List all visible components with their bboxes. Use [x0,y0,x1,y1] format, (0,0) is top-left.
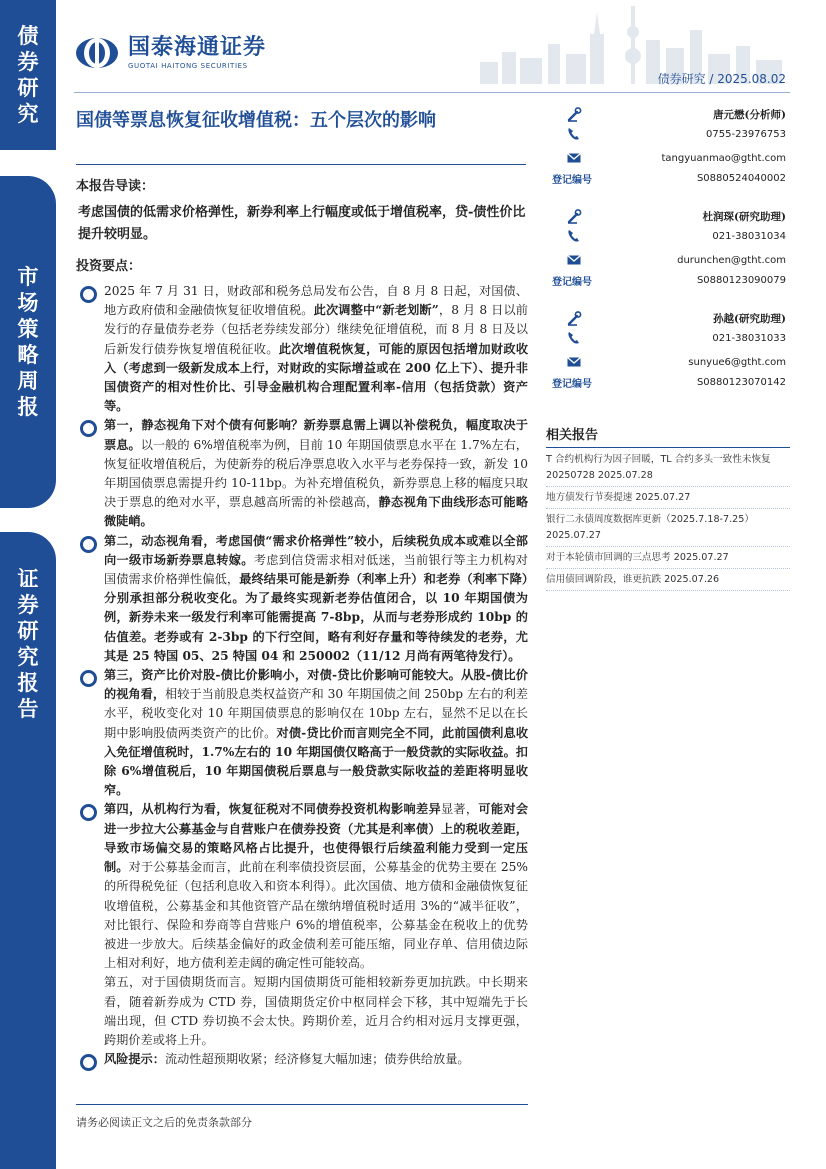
sidebar-char: 研 [17,76,39,100]
main-content [76,178,528,1069]
contact-card [546,102,790,204]
points-heading: 投资要点： [76,259,142,274]
meta-separator: / [709,72,714,86]
investment-point [76,416,528,531]
point-text-bold: 第四，从机构行为看，恢复征税对不同债券投资机构影响差异 [104,802,441,817]
sidebar-char: 证 [17,567,39,591]
point-text-bold: 第三，资产比价对股-债比价影响小，对债-贷比价影响可能较大。从股-债比价的视角看， [104,668,528,702]
left-sidebar [0,0,56,1169]
email-icon [566,252,582,268]
point-text-bold: 可能对会进一步拉大公募基金与自营账户在债券投资（尤其是利率债）上的税收差距，导致市场偏交易的策略风格占比提升，也使得银行后续盈利能力受到一定压制。 [104,802,529,875]
point-text-bold: 最终结果可能是新券（利率上升）和老券（利率下降）分别承担部分税收变化。为了最终实现新老券估值闭合，以 10 年期国债为例，新券未来一级发行利率可能需提高 7-8bp，从而与老券形成约 10bp 的估值差。老券或有 2-3bp 的下行空间，略有利好存量和等待续发的老券，尤其是 25 特国 05、25 特国 04 和 250002（11/12 月尚有两笔待发行）。 [104,572,529,663]
related-heading: 相关报告 [546,424,790,448]
sidebar-char: 周 [17,369,39,393]
footer-divider [76,1104,528,1105]
sidebar-char: 券 [17,593,39,617]
contact-card [546,204,790,306]
email-icon [566,354,582,370]
phone-icon [566,126,582,142]
contact-row [546,168,790,188]
analyst-contacts [546,102,790,408]
contact-row [546,124,790,144]
phone-icon [566,330,582,346]
registration-number: S0880524040002 [696,172,786,184]
analyst-name: 唐元懋(分析师) [713,108,786,121]
point-text-bold: 对债-贷比价而言则完全不同，此前国债利息收入免征增值税时，1.7%左右的 10 年期国债仅略高于一般贷款的实际收益。扣除 6%增值税后，10 年期国债税后票息与一般贷款实际收益的差距将明显收窄。 [104,725,529,798]
point-text-bold: 此次调整中“新老划断” [313,303,439,318]
contact-row [546,206,790,226]
company-name-cn: 国泰海通证券 [128,35,267,60]
investment-point [76,973,528,1050]
contact-row [546,148,790,168]
sidebar-char: 究 [17,102,39,126]
report-title: 国债等票息恢复征收增值税：五个层次的影响 [76,110,436,131]
sidebar-char: 债 [17,24,39,48]
analyst-email[interactable]: sunyue6@gtht.com [688,356,786,368]
sidebar-char: 研 [17,619,39,643]
sidebar-char: 究 [17,645,39,669]
sidebar-char: 券 [17,50,39,74]
related-report-link[interactable]: 信用债回调阶段，谁更抗跌 2025.07.26 [546,572,790,591]
investment-point [76,666,528,800]
analyst-email[interactable]: tangyuanmao@gtht.com [661,152,786,164]
investment-point [76,800,528,973]
contact-row [546,270,790,290]
company-logo [74,36,266,70]
investment-points-list [76,282,528,1069]
registration-label: 登记编号 [552,276,592,288]
investment-point [76,1050,528,1069]
logo-emblem-icon [74,36,120,70]
point-text-bold: 风险提示： [104,1052,165,1067]
sidebar-char: 略 [17,343,39,367]
footer-disclaimer: 请务必阅读正文之后的免责条款部分 [76,1116,252,1129]
point-text: 以一般的 6%增值税率为例，目前 10 年期国债票息水平在 1.7%左右，恢复征收增值税后，为使新券的税后净票息收入水平与老券保持一致，新发 10 年期国债票息需提升约 10-11bp。为补充增值税负，新券票息上移的幅度只取决于票息的绝对水平，票息越高所需的补偿越高， [104,437,528,510]
sidebar-char: 市 [17,265,39,289]
analyst-phone: 021-38031033 [712,332,786,344]
guide-text: 考虑国债的低需求价格弹性，新券利率上行幅度或低于增值税率，贷-债性价比提升较明显。 [78,205,526,242]
contact-row [546,372,790,392]
point-text: ，8 月 8 日以前发行的存量债券老券（包括老券续发部分）继续免征增值税，而 8 月 8 日及以后新发行债券恢复增值税征收。 [104,303,528,356]
analyst-name: 孙越(研究助理) [713,312,786,325]
report-category: 债券研究 [657,72,706,86]
analyst-email[interactable]: durunchen@gtht.com [677,254,786,266]
related-report-link[interactable]: 银行二永债周度数据库更新（2025.7.18-7.25） 2025.07.27 [546,512,790,547]
sidebar-char: 报 [17,395,39,419]
analyst-phone: 0755-23976753 [706,128,786,140]
sidebar-label-bond-research [0,0,56,150]
registration-number: S0880123070142 [696,376,786,388]
related-list [546,452,790,591]
analyst-icon [566,208,582,224]
registration-number: S0880123090079 [696,274,786,286]
related-report-link[interactable]: 地方债发行节奏提速 2025.07.27 [546,490,790,509]
related-report-link[interactable]: T 合约机构行为因子回暖，TL 合约多头一致性未恢复 20250728 2025.07.28 [546,452,790,487]
sidebar-label-market-strategy-weekly [0,176,56,508]
point-text-bold: 第二，动态视角看，考虑国债“需求价格弹性”较小，后续税负成本或难以全部向一级市场新券票息转嫁。 [104,533,528,567]
investment-point [76,282,528,416]
contact-row [546,308,790,328]
analyst-phone: 021-38031034 [712,230,786,242]
sidebar-char: 策 [17,317,39,341]
contact-card [546,306,790,408]
point-text: 流动性超预期收紧；经济修复大幅加速；债券供给放量。 [164,1052,470,1067]
header-divider [74,92,790,93]
point-text: 对于公募基金而言，此前在利率债投资层面，公募基金的优势主要在 25%的所得税免征（包括利息收入和资本利得）。此次国债、地方债和金融债恢复征收增值税，公募基金和其他资管产品在缴纳增值税时适用 3%的“减半征收”，对比银行、保险和券商等自营账户 6%的增值税率，公募基金在税收上的优势被进一步放大。后续基金偏好的政金债利差可能压缩，同业存单、信用债边际上相对利好，地方债利差走阔的确定性可能较高。 [104,860,528,971]
analyst-icon [566,310,582,326]
contact-row [546,226,790,246]
contact-row [546,104,790,124]
sidebar-char: 报 [17,671,39,695]
point-text: 相较于当前股息类权益资产和 30 年期国债之间 250bp 左右的利差水平，税收变化对 10 年期国债票息的影响仅在 10bp 左右，显然不足以在长期中影响股债两类资产的比价。 [104,687,528,740]
analyst-name: 杜润琛(研究助理) [702,210,786,223]
related-report-link[interactable]: 对于本轮债市回调的三点思考 2025.07.27 [546,550,790,569]
guide-heading: 本报告导读： [76,179,155,194]
sidebar-char: 场 [17,291,39,315]
email-icon [566,150,582,166]
point-text: 显著， [440,802,479,817]
company-name-en: GUOTAI HAITONG SECURITIES [128,62,248,70]
point-text-bold: 第一，静态视角下对个债有何影响？新券票息需上调以补偿税负，幅度取决于票息。 [104,418,528,452]
phone-icon [566,228,582,244]
sidebar-char: 告 [17,697,39,721]
registration-label: 登记编号 [552,378,592,390]
related-reports [546,424,790,594]
point-text-bold: 此次增值税恢复，可能的原因包括增加财政收入（考虑到一级新发成本上行，对财政的实际增益或在 200 亿上下）、提升非国债资产的相对性价比、引导金融机构合理配置利率-信用（包括贷款）资产等。 [104,341,529,414]
report-date: 2025.08.02 [717,72,786,86]
contact-row [546,328,790,348]
sidebar-label-securities-research-report [0,532,56,1169]
point-text: 2025 年 7 月 31 日，财政部和税务总局发布公告，自 8 月 8 日起，对国债、地方政府债和金融债恢复征收增值税。 [104,284,528,318]
point-text-bold: 静态视角下曲线形态可能略微陡峭。 [104,495,529,529]
contact-row [546,352,790,372]
title-divider [76,164,526,165]
registration-label: 登记编号 [552,174,592,186]
investment-point [76,532,528,666]
analyst-icon [566,106,582,122]
header-meta [658,70,786,87]
contact-row [546,250,790,270]
point-text: 考虑到信贷需求相对低迷，当前银行等主力机构对国债需求价格弹性偏低， [104,552,528,587]
point-text: 第五，对于国债期货而言。短期内国债期货可能相较新券更加抗跌。中长期来看，随着新券成为 CTD 券，国债期货定价中枢同样会下移，其中短端先于长端出现，但 CTD 券切换不会太快。跨期价差，近月合约相对远月支撑更强，跨期价差或将上升。 [104,975,528,1047]
